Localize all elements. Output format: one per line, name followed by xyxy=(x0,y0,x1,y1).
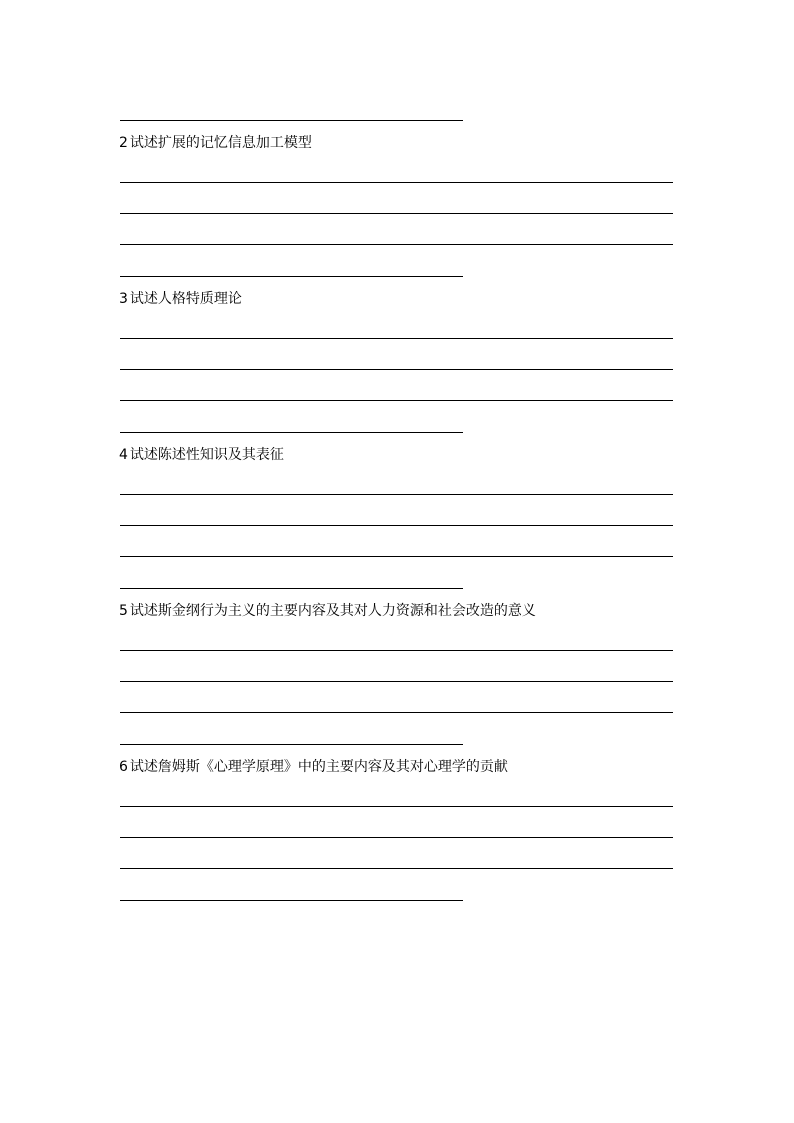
answer-line xyxy=(120,837,673,838)
question-number: 2 xyxy=(119,135,128,151)
question-4 xyxy=(119,447,284,463)
question-number: 5 xyxy=(119,603,128,619)
question-number: 6 xyxy=(119,759,128,775)
question-text: 试述扩展的记忆信息加工模型 xyxy=(129,135,312,151)
answer-line xyxy=(120,525,673,526)
question-5 xyxy=(119,603,536,619)
answer-line xyxy=(120,744,463,745)
answer-line xyxy=(120,494,673,495)
answer-line xyxy=(120,868,673,869)
answer-line xyxy=(120,712,673,713)
question-number: 3 xyxy=(119,291,128,307)
question-6 xyxy=(119,759,508,775)
answer-line xyxy=(120,244,673,245)
answer-line xyxy=(120,276,463,277)
answer-line xyxy=(120,681,673,682)
answer-line xyxy=(120,182,673,183)
answer-line xyxy=(120,556,673,557)
answer-line xyxy=(120,432,463,433)
answer-line xyxy=(120,213,673,214)
answer-line xyxy=(120,588,463,589)
question-2 xyxy=(119,135,312,151)
answer-line xyxy=(120,369,673,370)
answer-line xyxy=(120,120,463,121)
answer-line xyxy=(120,338,673,339)
answer-line xyxy=(120,900,463,901)
question-text: 试述斯金纲行为主义的主要内容及其对人力资源和社会改造的意义 xyxy=(129,603,536,619)
question-text: 试述詹姆斯《心理学原理》中的主要内容及其对心理学的贡献 xyxy=(129,759,508,775)
question-text: 试述陈述性知识及其表征 xyxy=(129,447,284,463)
question-number: 4 xyxy=(119,447,128,463)
question-text: 试述人格特质理论 xyxy=(129,291,242,307)
answer-line xyxy=(120,650,673,651)
answer-line xyxy=(120,806,673,807)
answer-line xyxy=(120,400,673,401)
question-3 xyxy=(119,291,242,307)
